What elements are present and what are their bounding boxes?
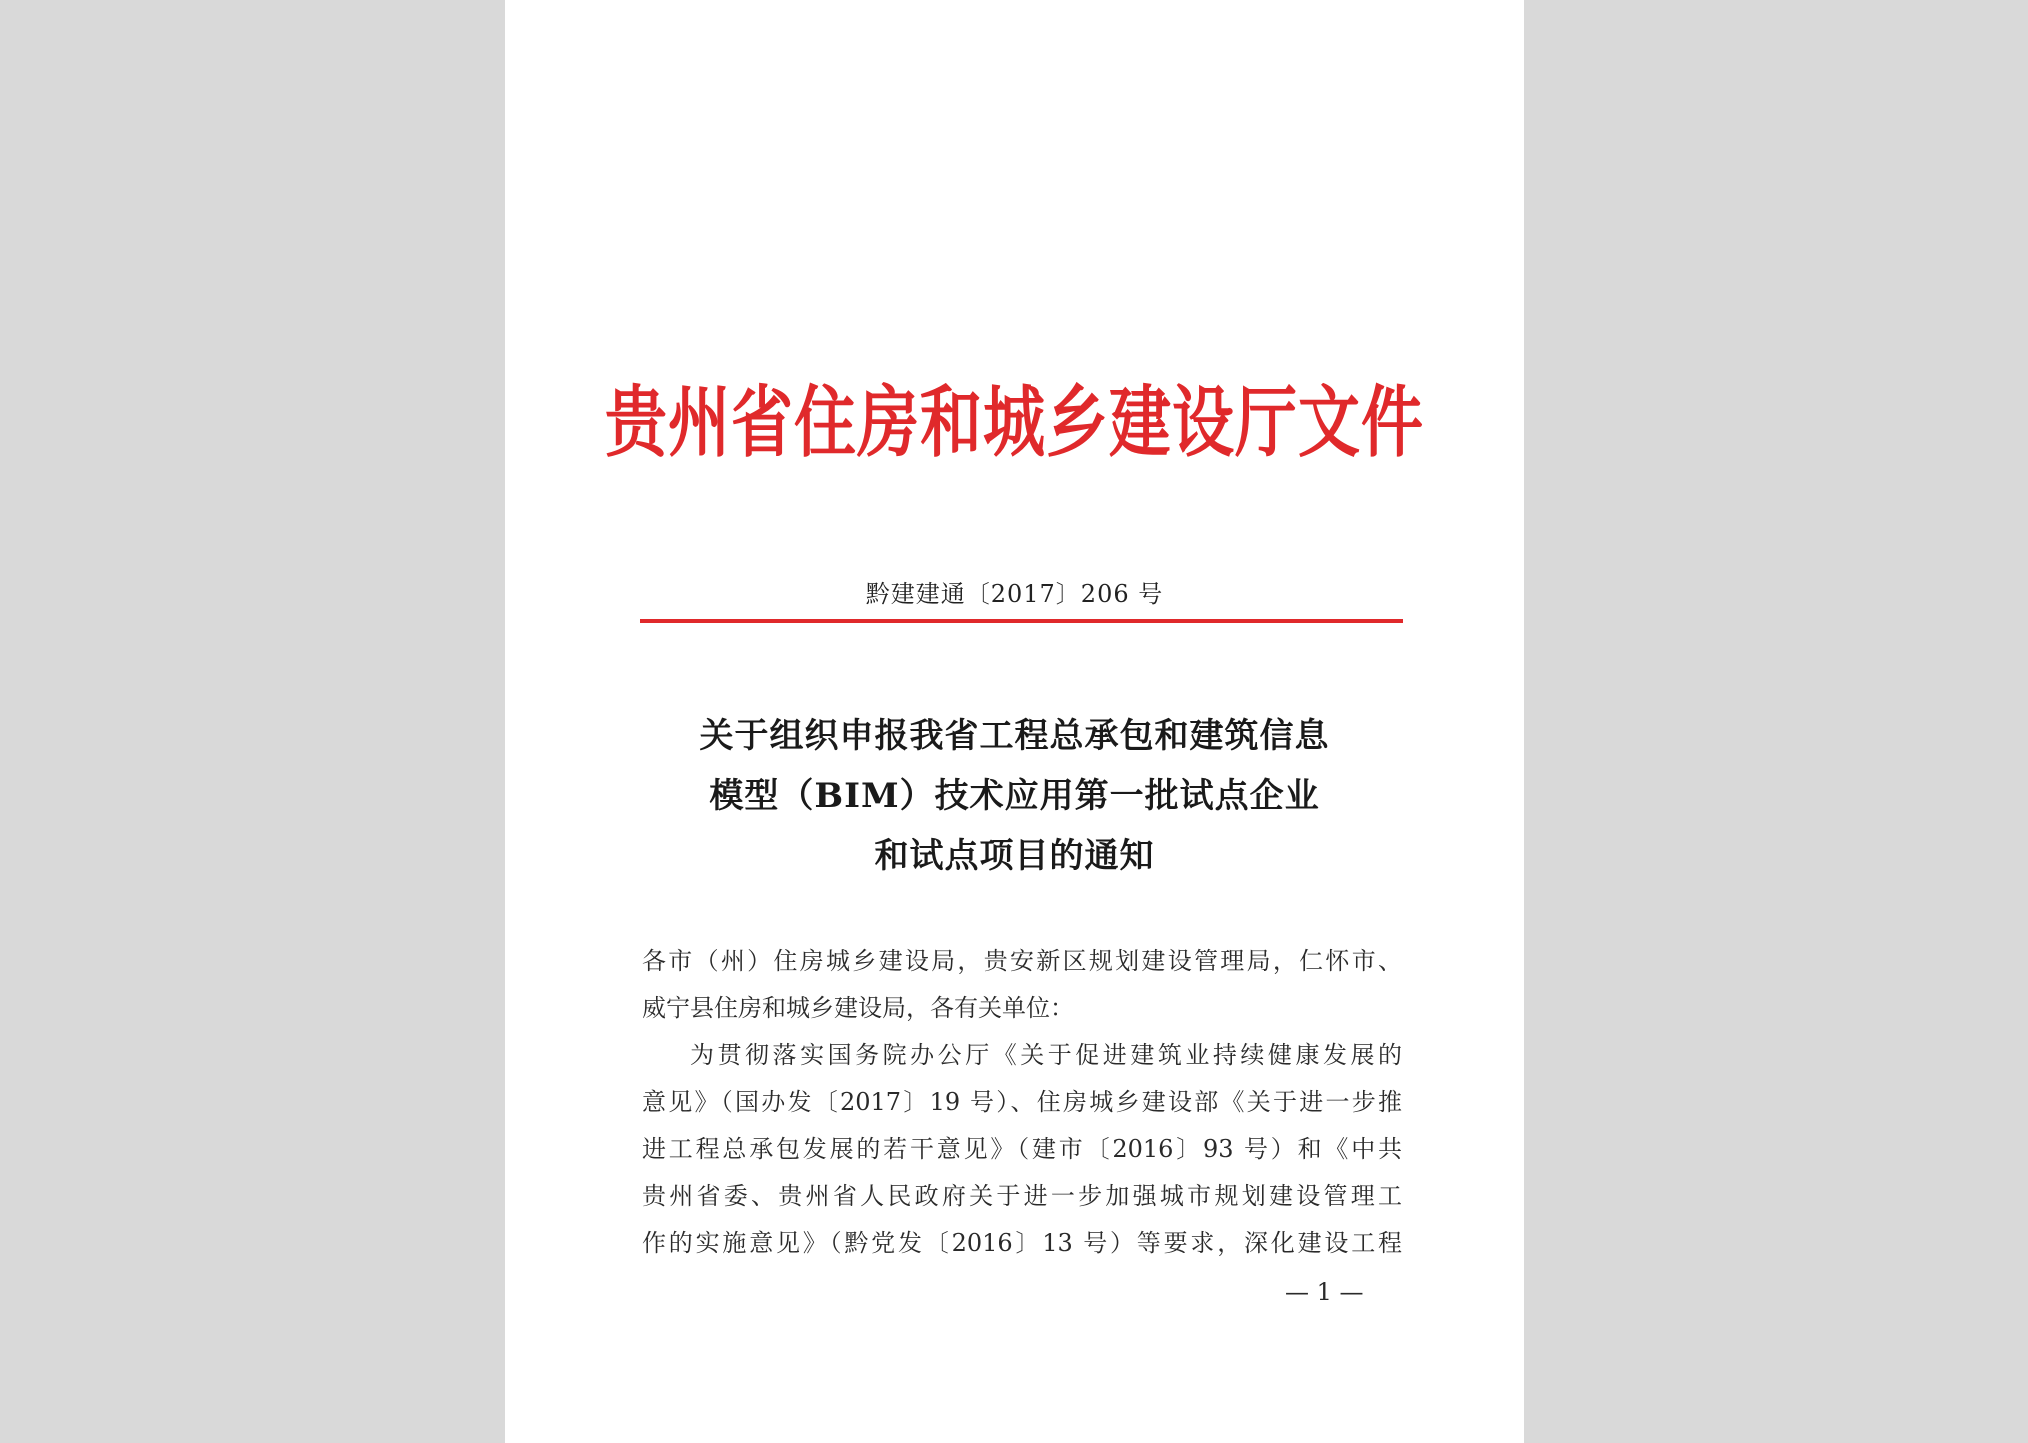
page-number: — 1 — [1285, 1278, 1364, 1306]
paragraph-line: 贵州省委、贵州省人民政府关于进一步加强城市规划建设管理工 [642, 1182, 1402, 1210]
red-divider-line [640, 619, 1403, 623]
paragraph-line: 为贯彻落实国务院办公厅《关于促进建筑业持续健康发展的 [690, 1041, 1402, 1069]
title-line: 关于组织申报我省工程总承包和建筑信息 [699, 716, 1330, 756]
title-line: 和试点项目的通知 [874, 836, 1155, 876]
addressee-line: 威宁县住房和城乡建设局，各有关单位： [642, 994, 1074, 1022]
title-line: 模型（BIM）技术应用第一批试点企业 [709, 776, 1320, 816]
document-page [505, 0, 1524, 1443]
paragraph-line: 作的实施意见》（黔党发〔2016〕13 号）等要求，深化建设工程 [642, 1229, 1402, 1257]
document-title [505, 706, 1524, 886]
issuer-title: 贵州省住房和城乡建设厅文件 [604, 376, 1424, 468]
document-body [642, 938, 1402, 1267]
addressee-line: 各市（州）住房城乡建设局，贵安新区规划建设管理局，仁怀市、 [642, 947, 1402, 975]
paragraph-line: 进工程总承包发展的若干意见》（建市〔2016〕93 号）和《中共 [642, 1135, 1402, 1163]
document-number: 黔建建通〔2017〕206 号 [865, 580, 1164, 608]
paragraph-line: 意见》（国办发〔2017〕19 号）、住房城乡建设部《关于进一步推 [642, 1088, 1402, 1116]
